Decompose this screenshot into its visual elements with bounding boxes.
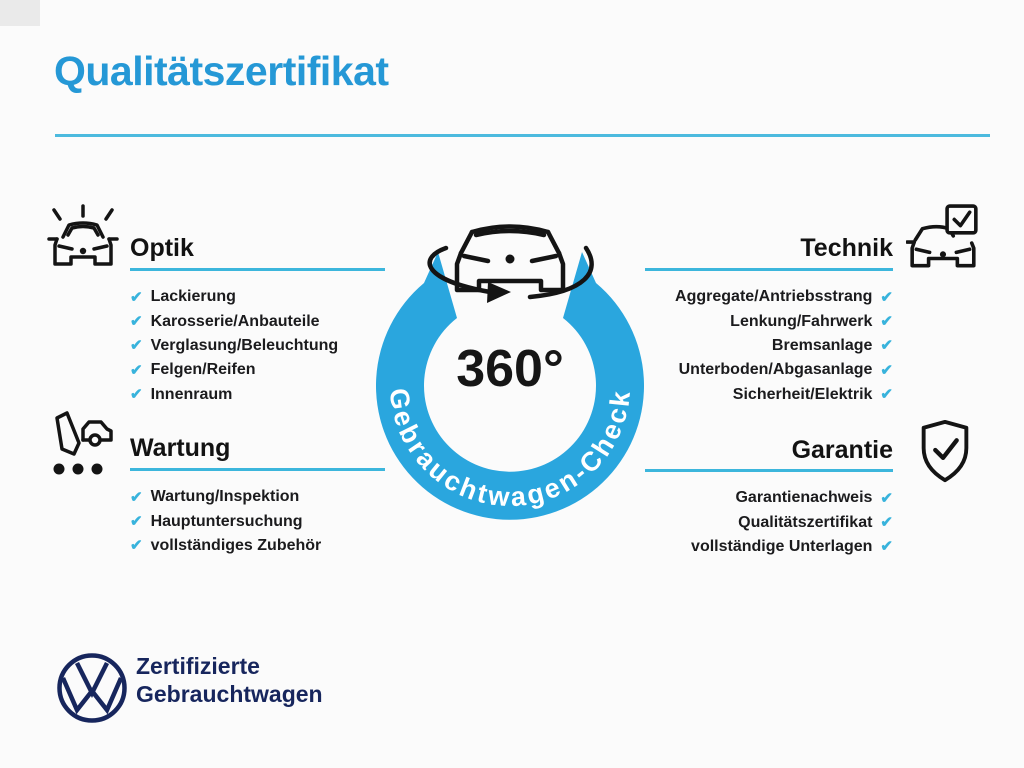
gray-corner-block — [0, 0, 40, 26]
technik-checklist — [675, 285, 893, 407]
checklist-item-label: Karosserie/Anbauteile — [150, 312, 320, 330]
checklist-item-label: Aggregate/Antriebsstrang — [675, 288, 873, 306]
section-title-optik: Optik — [130, 234, 194, 262]
section-underline — [130, 468, 385, 471]
checklist-item-label: Felgen/Reifen — [150, 361, 256, 379]
badge-ring-label-text: Gebrauchtwagen-Check — [383, 386, 637, 513]
section-underline — [645, 469, 893, 472]
360-check-badge — [360, 190, 660, 535]
checklist-item — [675, 285, 893, 309]
check-icon: ✔ — [130, 313, 143, 331]
check-icon: ✔ — [130, 537, 143, 555]
checklist-item — [675, 309, 893, 333]
checklist-item-label: Verglasung/Beleuchtung — [150, 336, 339, 354]
check-icon: ✔ — [880, 489, 893, 507]
checklist-item — [130, 534, 321, 558]
checklist-item — [130, 285, 338, 309]
checklist-item — [675, 358, 893, 382]
optik-checklist — [130, 285, 338, 407]
checklist-item-label: Wartung/Inspektion — [150, 488, 300, 506]
checklist-item-label: Qualitätszertifikat — [738, 513, 873, 531]
checklist-item — [130, 309, 338, 333]
checklist-item-label: Innenraum — [150, 385, 233, 403]
vw-logo — [54, 650, 130, 726]
footer-line2: Gebrauchtwagen — [136, 681, 323, 707]
garantie-checklist — [691, 486, 893, 559]
check-icon: ✔ — [130, 488, 143, 506]
checklist-item-label: Lackierung — [150, 288, 236, 306]
check-icon: ✔ — [130, 337, 143, 355]
checklist-item — [675, 383, 893, 407]
checklist-item-label: vollständiges Zubehör — [150, 536, 322, 554]
checklist-item — [691, 510, 893, 534]
checklist-item — [130, 509, 321, 533]
page-title: Qualitätszertifikat — [54, 48, 389, 94]
check-icon: ✔ — [130, 288, 143, 306]
wartung-checklist — [130, 485, 321, 558]
check-icon: ✔ — [880, 386, 893, 404]
checklist-item — [691, 535, 893, 559]
service-checklist-icon — [44, 408, 118, 482]
rotation-arrowhead — [487, 282, 511, 303]
checklist-item — [130, 334, 338, 358]
section-title-garantie: Garantie — [791, 436, 893, 464]
checklist-item-label: vollständige Unterlagen — [691, 537, 873, 555]
check-icon: ✔ — [130, 513, 143, 531]
checklist-item-label: Sicherheit/Elektrik — [732, 385, 873, 403]
checklist-item — [130, 485, 321, 509]
checklist-item — [130, 358, 338, 382]
checklist-item — [675, 334, 893, 358]
check-icon: ✔ — [880, 361, 893, 379]
section-underline — [130, 268, 385, 271]
title-rule — [55, 134, 990, 137]
check-icon: ✔ — [880, 514, 893, 532]
checklist-item — [691, 486, 893, 510]
checklist-item-label: Bremsanlage — [771, 336, 873, 354]
car-checkbox-icon — [906, 202, 982, 278]
footer-brand-text — [136, 652, 323, 708]
check-icon: ✔ — [880, 313, 893, 331]
checklist-item-label: Garantienachweis — [735, 489, 873, 507]
section-title-technik: Technik — [800, 234, 893, 262]
checklist-item-label: Lenkung/Fahrwerk — [730, 312, 873, 330]
checklist-item-label: Unterboden/Abgasanlage — [678, 361, 873, 379]
check-icon: ✔ — [130, 386, 143, 404]
check-icon: ✔ — [880, 337, 893, 355]
check-icon: ✔ — [880, 538, 893, 556]
section-title-wartung: Wartung — [130, 434, 231, 462]
shield-check-icon — [912, 414, 978, 490]
checklist-item — [130, 383, 338, 407]
checklist-item-label: Hauptuntersuchung — [150, 512, 303, 530]
check-icon: ✔ — [880, 288, 893, 306]
section-underline — [645, 268, 893, 271]
badge-degrees: 360° — [456, 340, 564, 398]
footer-line1: Zertifizierte — [136, 653, 260, 679]
check-icon: ✔ — [130, 361, 143, 379]
shining-car-icon — [46, 204, 120, 278]
